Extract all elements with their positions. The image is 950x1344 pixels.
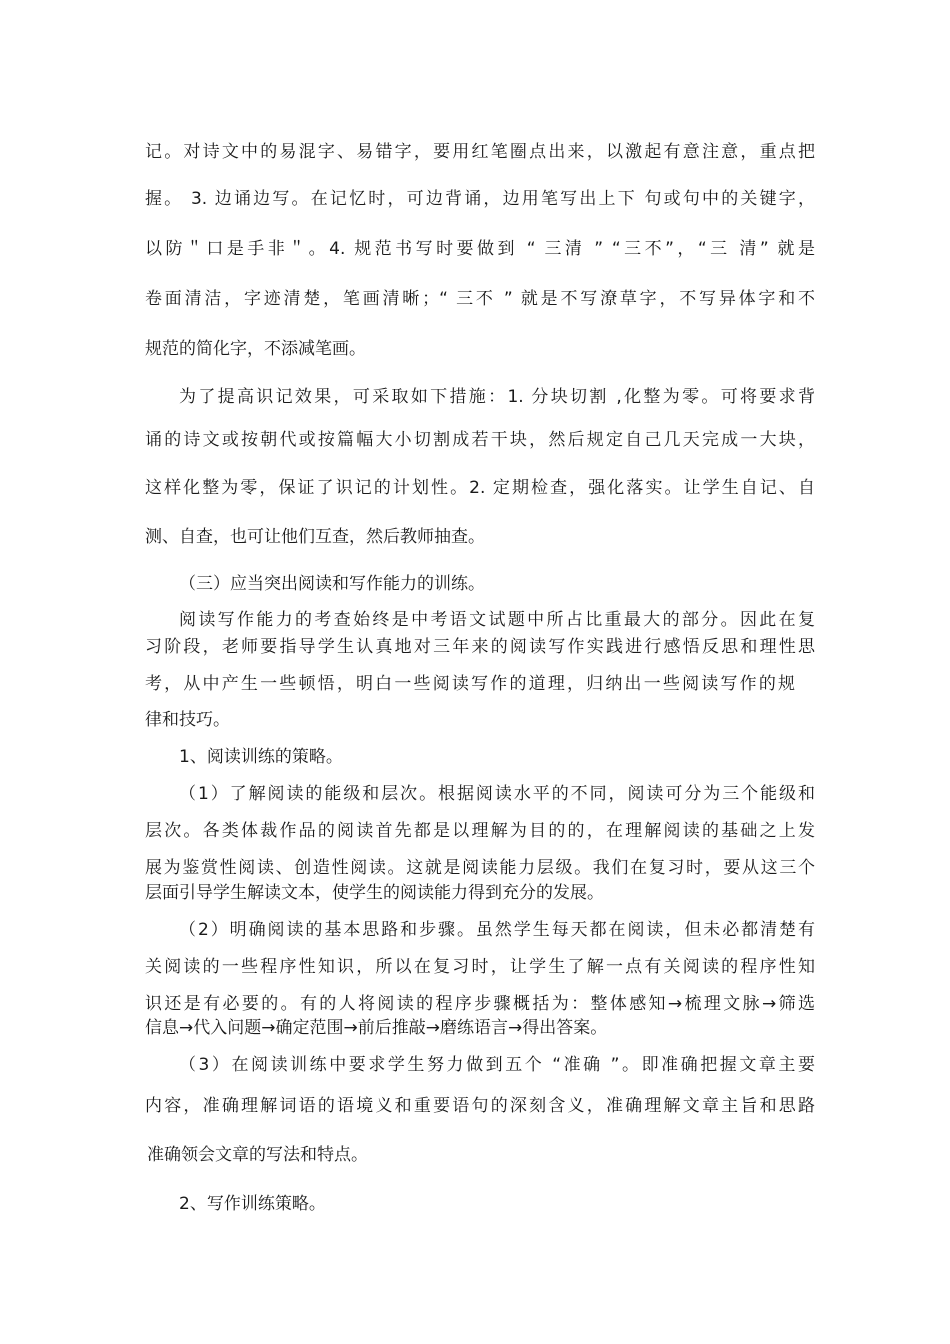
text-line-7: 诵的诗文或按朝代或按篇幅大小切割成若干块，然后规定自己几天完成一大块， [145, 430, 815, 450]
text-line-23: 信息→代入问题→确定范围→前后推敲→磨练语言→得出答案。 [145, 1018, 608, 1038]
text-line-14: 律和技巧。 [145, 710, 230, 730]
paragraph-first-line: 阅读写作能力的考查始终是中考语文试题中所占比重最大的部分。因此在复 [179, 610, 815, 630]
text-line-4: 卷面清洁，字迹清楚，笔画清晰；“ 三不 ” 就是不写潦草字，不写异体字和不 [145, 289, 815, 309]
text-line-25: 内容，准确理解词语的语境义和重要语句的深刻含义，准确理解文章主旨和思路 [145, 1096, 815, 1116]
text-line-22: 识还是有必要的。有的人将阅读的程序步骤概括为：整体感知→梳理文脉→筛选 [145, 994, 815, 1014]
paragraph-first-line: 为了提高识记效果，可采取如下措施：1. 分块切割 ,化整为零。可将要求背 [179, 387, 815, 407]
text-line-17: 层次。各类体裁作品的阅读首先都是以理解为目的的，在理解阅读的基础之上发 [145, 821, 815, 841]
subsection-heading: 2、写作训练策略。 [179, 1194, 326, 1214]
text-line-26: 准确领会文章的写法和特点。 [147, 1145, 368, 1165]
text-line-1: 记。对诗文中的易混字、易错字，要用红笔圈点出来，以激起有意注意，重点把 [145, 142, 815, 162]
text-line-19: 层面引导学生解读文本，使学生的阅读能力得到充分的发展。 [145, 883, 604, 903]
paragraph-first-line: （3）在阅读训练中要求学生努力做到五个 “准确 ”。即准确把握文章主要 [179, 1055, 815, 1075]
subsection-heading: 1、阅读训练的策略。 [179, 747, 343, 767]
text-line-3: 以防＂口是手非＂。4. 规范书写时要做到 “ 三清 ” “三不”，“三 清” 就是 [145, 239, 815, 259]
text-line-2: 握。 3. 边诵边写。在记忆时，可边背诵，边用笔写出上下 句或句中的关键字， [145, 189, 815, 209]
text-line-21: 关阅读的一些程序性知识，所以在复习时，让学生了解一点有关阅读的程序性知 [145, 957, 815, 977]
text-line-9: 测、自查，也可让他们互查，然后教师抽查。 [145, 527, 485, 547]
text-line-18: 展为鉴赏性阅读、创造性阅读。这就是阅读能力层级。我们在复习时，要从这三个 [145, 858, 815, 878]
text-line-5: 规范的简化字，不添减笔画。 [145, 339, 366, 359]
paragraph-first-line: （1）了解阅读的能级和层次。根据阅读水平的不同，阅读可分为三个能级和 [179, 784, 815, 804]
paragraph-first-line: （2）明确阅读的基本思路和步骤。虽然学生每天都在阅读，但未必都清楚有 [179, 920, 815, 940]
section-heading: （三）应当突出阅读和写作能力的训练。 [179, 574, 485, 594]
text-line-8: 这样化整为零，保证了识记的计划性。2. 定期检查，强化落实。让学生自记、自 [145, 478, 815, 498]
text-line-13: 考，从中产生一些顿悟，明白一些阅读写作的道理，归纳出一些阅读写作的规 [145, 674, 795, 694]
text-line-12: 习阶段，老师要指导学生认真地对三年来的阅读写作实践进行感悟反思和理性思 [145, 637, 815, 657]
